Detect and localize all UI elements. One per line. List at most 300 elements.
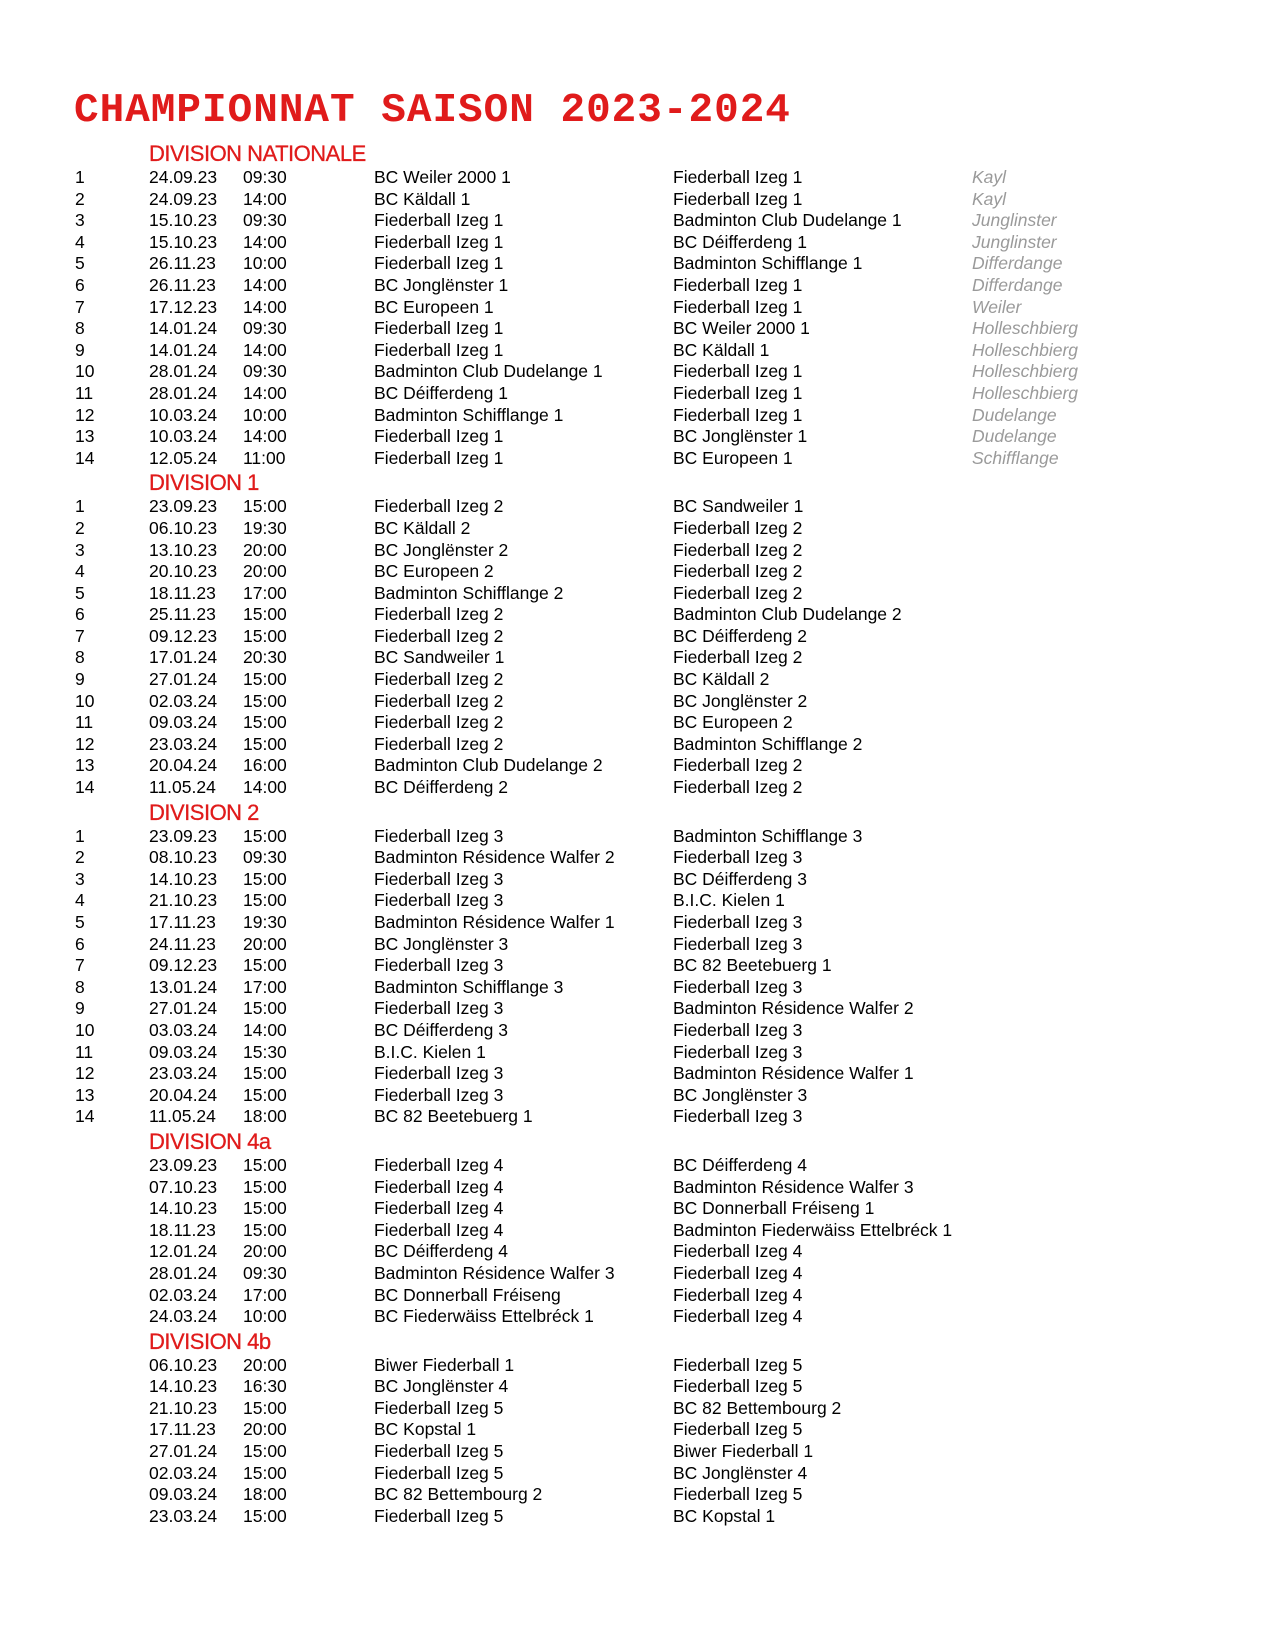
match-row xyxy=(0,189,1275,211)
match-number: 2 xyxy=(75,188,85,209)
match-row xyxy=(0,691,1275,713)
home-team: Fiederball Izeg 4 xyxy=(374,1176,504,1197)
match-time: 10:00 xyxy=(243,404,287,425)
match-row xyxy=(0,383,1275,405)
match-time: 15:00 xyxy=(243,825,287,846)
match-date: 07.10.23 xyxy=(149,1176,218,1197)
away-team: Fiederball Izeg 2 xyxy=(673,561,803,582)
match-date: 28.01.24 xyxy=(149,1262,218,1283)
home-team: Badminton Schifflange 1 xyxy=(374,404,564,425)
match-time: 15:00 xyxy=(243,496,287,517)
match-time: 15:00 xyxy=(243,1505,287,1526)
match-time: 15:30 xyxy=(243,1041,287,1062)
match-venue: Weiler xyxy=(972,296,1022,317)
match-date: 20.10.23 xyxy=(149,561,218,582)
home-team: Fiederball Izeg 3 xyxy=(374,825,504,846)
match-number: 13 xyxy=(75,755,95,776)
match-venue: Dudelange xyxy=(972,404,1057,425)
away-team: Badminton Schifflange 3 xyxy=(673,825,863,846)
match-time: 19:30 xyxy=(243,517,287,538)
home-team: Badminton Résidence Walfer 3 xyxy=(374,1262,615,1283)
away-team: BC Jonglënster 3 xyxy=(673,1084,808,1105)
match-row xyxy=(0,448,1275,470)
match-number: 11 xyxy=(75,712,94,733)
match-number: 13 xyxy=(75,426,95,447)
match-date: 21.10.23 xyxy=(149,890,218,911)
match-number: 5 xyxy=(75,253,85,274)
match-date: 02.03.24 xyxy=(149,690,218,711)
away-team: Fiederball Izeg 1 xyxy=(673,361,803,382)
home-team: BC Käldall 1 xyxy=(374,188,471,209)
match-date: 24.09.23 xyxy=(149,167,218,187)
home-team: BC 82 Bettembourg 2 xyxy=(374,1484,543,1505)
away-team: BC Kopstal 1 xyxy=(673,1505,776,1526)
match-date: 09.12.23 xyxy=(149,625,218,646)
match-row xyxy=(0,1376,1275,1398)
match-time: 15:00 xyxy=(243,625,287,646)
match-time: 15:00 xyxy=(243,1084,287,1105)
match-date: 27.01.24 xyxy=(149,998,218,1019)
match-time: 14:00 xyxy=(243,426,287,447)
match-date: 20.04.24 xyxy=(149,1084,218,1105)
match-row xyxy=(0,1042,1275,1064)
home-team: Fiederball Izeg 2 xyxy=(374,625,504,646)
match-row xyxy=(0,1355,1275,1377)
match-time: 20:00 xyxy=(243,933,287,954)
match-number: 7 xyxy=(75,625,85,646)
match-date: 24.11.23 xyxy=(149,933,216,954)
home-team: Fiederball Izeg 3 xyxy=(374,890,504,911)
home-team: BC Donnerball Fréiseng xyxy=(374,1284,561,1305)
match-time: 09:30 xyxy=(243,318,287,339)
match-row xyxy=(0,1441,1275,1463)
match-number: 3 xyxy=(75,210,85,231)
away-team: Fiederball Izeg 3 xyxy=(673,976,803,997)
match-date: 28.01.24 xyxy=(149,361,218,382)
match-number: 6 xyxy=(75,604,85,625)
match-venue: Holleschbierg xyxy=(972,318,1079,339)
home-team: BC Jonglënster 1 xyxy=(374,274,509,295)
match-row xyxy=(0,777,1275,799)
match-row xyxy=(0,1241,1275,1263)
match-date: 15.10.23 xyxy=(149,231,218,252)
match-time: 17:00 xyxy=(243,582,287,603)
away-team: BC Käldall 1 xyxy=(673,339,770,360)
match-time: 14:00 xyxy=(243,382,287,403)
match-time: 14:00 xyxy=(243,296,287,317)
division-heading: DIVISION 2 xyxy=(149,799,259,825)
match-date: 15.10.23 xyxy=(149,210,218,231)
away-team: Badminton Fiederwäiss Ettelbréck 1 xyxy=(673,1219,953,1240)
home-team: Fiederball Izeg 4 xyxy=(374,1198,504,1219)
match-number: 7 xyxy=(75,296,85,317)
match-row xyxy=(0,712,1275,734)
schedule xyxy=(0,140,1275,1527)
match-number: 8 xyxy=(75,647,85,668)
match-number: 3 xyxy=(75,868,85,889)
away-team: BC 82 Bettembourg 2 xyxy=(673,1397,842,1418)
match-row xyxy=(0,297,1275,319)
home-team: Fiederball Izeg 1 xyxy=(374,318,504,339)
match-date: 14.01.24 xyxy=(149,318,218,339)
match-row xyxy=(0,755,1275,777)
match-row xyxy=(0,1285,1275,1307)
match-date: 23.03.24 xyxy=(149,733,218,754)
match-date: 09.03.24 xyxy=(149,1041,218,1062)
match-number: 2 xyxy=(75,847,85,868)
match-row xyxy=(0,1506,1275,1528)
match-date: 14.10.23 xyxy=(149,1198,218,1219)
away-team: Badminton Résidence Walfer 2 xyxy=(673,998,914,1019)
match-date: 23.09.23 xyxy=(149,825,218,846)
match-number: 8 xyxy=(75,976,85,997)
home-team: BC Europeen 1 xyxy=(374,296,494,317)
match-number: 9 xyxy=(75,339,85,360)
match-number: 6 xyxy=(75,274,85,295)
match-row xyxy=(0,561,1275,583)
match-row xyxy=(0,1106,1275,1128)
away-team: Fiederball Izeg 3 xyxy=(673,912,803,932)
match-time: 14:00 xyxy=(243,339,287,360)
match-row xyxy=(0,869,1275,891)
away-team: BC Europeen 1 xyxy=(673,447,793,468)
home-team: Badminton Club Dudelange 2 xyxy=(374,755,603,776)
match-time: 15:00 xyxy=(243,669,287,690)
away-team: BC Déifferdeng 1 xyxy=(673,231,807,252)
match-date: 18.11.23 xyxy=(149,582,216,603)
match-time: 18:00 xyxy=(243,1106,287,1127)
match-row xyxy=(0,890,1275,912)
home-team: Fiederball Izeg 5 xyxy=(374,1397,504,1418)
away-team: Fiederball Izeg 3 xyxy=(673,1106,803,1127)
match-venue: Holleschbierg xyxy=(972,361,1079,382)
match-time: 20:00 xyxy=(243,561,287,582)
away-team: Fiederball Izeg 4 xyxy=(673,1262,803,1283)
match-venue: Dudelange xyxy=(972,426,1057,447)
match-time: 15:00 xyxy=(243,890,287,911)
match-row xyxy=(0,1155,1275,1177)
match-date: 18.11.23 xyxy=(149,1219,216,1240)
away-team: BC Déifferdeng 4 xyxy=(673,1154,807,1175)
away-team: BC Déifferdeng 2 xyxy=(673,625,807,646)
match-number: 2 xyxy=(75,517,85,538)
home-team: Fiederball Izeg 3 xyxy=(374,868,504,889)
home-team: Fiederball Izeg 1 xyxy=(374,253,504,274)
match-row xyxy=(0,405,1275,427)
away-team: BC Sandweiler 1 xyxy=(673,496,804,517)
away-team: Biwer Fiederball 1 xyxy=(673,1441,814,1462)
away-team: Badminton Résidence Walfer 3 xyxy=(673,1176,914,1197)
match-date: 02.03.24 xyxy=(149,1284,218,1305)
away-team: Fiederball Izeg 4 xyxy=(673,1241,803,1262)
match-date: 14.10.23 xyxy=(149,1376,218,1397)
away-team: B.I.C. Kielen 1 xyxy=(673,890,785,911)
match-time: 15:00 xyxy=(243,604,287,625)
home-team: Fiederball Izeg 5 xyxy=(374,1505,504,1526)
match-time: 20:30 xyxy=(243,647,287,668)
match-row xyxy=(0,734,1275,756)
match-number: 14 xyxy=(75,447,95,468)
match-number: 7 xyxy=(75,955,85,976)
match-time: 14:00 xyxy=(243,777,287,798)
home-team: Fiederball Izeg 2 xyxy=(374,712,504,733)
away-team: Fiederball Izeg 1 xyxy=(673,188,803,209)
page-title: CHAMPIONNAT SAISON 2023-2024 xyxy=(74,88,791,134)
home-team: Fiederball Izeg 5 xyxy=(374,1462,504,1483)
home-team: BC Kopstal 1 xyxy=(374,1419,477,1440)
away-team: BC Jonglënster 4 xyxy=(673,1462,808,1483)
division-heading: DIVISION 4b xyxy=(149,1328,271,1354)
match-row xyxy=(0,1063,1275,1085)
away-team: Fiederball Izeg 1 xyxy=(673,167,803,187)
away-team: Badminton Schifflange 1 xyxy=(673,253,863,274)
match-venue: Holleschbierg xyxy=(972,382,1079,403)
match-number: 12 xyxy=(75,1063,95,1084)
match-time: 15:00 xyxy=(243,998,287,1019)
home-team: Badminton Schifflange 2 xyxy=(374,582,564,603)
match-number: 9 xyxy=(75,998,85,1019)
match-row xyxy=(0,1484,1275,1506)
match-number: 6 xyxy=(75,933,85,954)
match-date: 09.03.24 xyxy=(149,712,218,733)
away-team: Fiederball Izeg 1 xyxy=(673,404,803,425)
match-date: 23.03.24 xyxy=(149,1063,218,1084)
match-date: 17.01.24 xyxy=(149,647,218,668)
match-row xyxy=(0,496,1275,518)
match-date: 28.01.24 xyxy=(149,382,218,403)
away-team: Fiederball Izeg 2 xyxy=(673,517,803,538)
away-team: Fiederball Izeg 4 xyxy=(673,1306,803,1327)
match-row xyxy=(0,253,1275,275)
match-time: 15:00 xyxy=(243,1063,287,1084)
match-number: 12 xyxy=(75,404,95,425)
home-team: Fiederball Izeg 4 xyxy=(374,1219,504,1240)
match-time: 10:00 xyxy=(243,1306,287,1327)
away-team: BC Donnerball Fréiseng 1 xyxy=(673,1198,875,1219)
match-time: 15:00 xyxy=(243,955,287,976)
home-team: BC Déifferdeng 4 xyxy=(374,1241,508,1262)
away-team: Badminton Club Dudelange 1 xyxy=(673,210,902,231)
match-number: 10 xyxy=(75,1019,95,1040)
match-date: 26.11.23 xyxy=(149,253,216,274)
away-team: Fiederball Izeg 2 xyxy=(673,539,803,560)
away-team: BC 82 Beetebuerg 1 xyxy=(673,955,832,976)
match-date: 09.03.24 xyxy=(149,1484,218,1505)
away-team: Fiederball Izeg 1 xyxy=(673,296,803,317)
match-row xyxy=(0,583,1275,605)
match-row xyxy=(0,912,1275,934)
home-team: Fiederball Izeg 2 xyxy=(374,690,504,711)
away-team: Fiederball Izeg 2 xyxy=(673,755,803,776)
match-date: 27.01.24 xyxy=(149,669,218,690)
match-row xyxy=(0,1463,1275,1485)
away-team: Fiederball Izeg 2 xyxy=(673,582,803,603)
away-team: Fiederball Izeg 3 xyxy=(673,847,803,868)
match-row xyxy=(0,847,1275,869)
home-team: Fiederball Izeg 1 xyxy=(374,426,504,447)
division-heading: DIVISION 4a xyxy=(149,1128,271,1154)
match-time: 15:00 xyxy=(243,1397,287,1418)
home-team: Fiederball Izeg 1 xyxy=(374,231,504,252)
match-time: 15:00 xyxy=(243,1219,287,1240)
home-team: Fiederball Izeg 2 xyxy=(374,496,504,517)
match-row xyxy=(0,210,1275,232)
home-team: Fiederball Izeg 3 xyxy=(374,998,504,1019)
home-team: BC Jonglënster 2 xyxy=(374,539,509,560)
match-time: 16:00 xyxy=(243,755,287,776)
match-row xyxy=(0,167,1275,189)
match-row xyxy=(0,1085,1275,1107)
match-number: 13 xyxy=(75,1084,95,1105)
match-row xyxy=(0,518,1275,540)
away-team: BC Jonglënster 1 xyxy=(673,426,808,447)
match-time: 20:00 xyxy=(243,1241,287,1262)
match-date: 10.03.24 xyxy=(149,426,218,447)
home-team: Fiederball Izeg 1 xyxy=(374,339,504,360)
match-time: 15:00 xyxy=(243,733,287,754)
match-time: 09:30 xyxy=(243,210,287,231)
home-team: Fiederball Izeg 2 xyxy=(374,733,504,754)
home-team: BC Jonglënster 3 xyxy=(374,933,509,954)
home-team: BC Sandweiler 1 xyxy=(374,647,505,668)
match-date: 17.12.23 xyxy=(149,296,218,317)
match-time: 19:30 xyxy=(243,912,287,932)
division-heading: DIVISION NATIONALE xyxy=(149,141,366,166)
match-number: 9 xyxy=(75,669,85,690)
match-row xyxy=(0,340,1275,362)
home-team: BC 82 Beetebuerg 1 xyxy=(374,1106,533,1127)
match-number: 11 xyxy=(75,382,94,403)
home-team: Badminton Club Dudelange 1 xyxy=(374,361,603,382)
match-date: 23.09.23 xyxy=(149,1154,218,1175)
match-row xyxy=(0,1198,1275,1220)
away-team: Fiederball Izeg 3 xyxy=(673,933,803,954)
match-number: 12 xyxy=(75,733,95,754)
match-number: 11 xyxy=(75,1041,94,1062)
away-team: BC Europeen 2 xyxy=(673,712,793,733)
match-number: 1 xyxy=(75,825,85,846)
match-date: 13.01.24 xyxy=(149,976,218,997)
match-row xyxy=(0,1419,1275,1441)
match-date: 27.01.24 xyxy=(149,1441,218,1462)
match-date: 13.10.23 xyxy=(149,539,218,560)
match-venue: Kayl xyxy=(972,167,1007,187)
match-row xyxy=(0,540,1275,562)
match-number: 10 xyxy=(75,361,95,382)
match-row xyxy=(0,604,1275,626)
match-time: 18:00 xyxy=(243,1484,287,1505)
match-date: 09.12.23 xyxy=(149,955,218,976)
match-date: 14.01.24 xyxy=(149,339,218,360)
match-date: 25.11.23 xyxy=(149,604,216,625)
match-date: 06.10.23 xyxy=(149,517,218,538)
home-team: Badminton Résidence Walfer 1 xyxy=(374,912,615,932)
away-team: Fiederball Izeg 5 xyxy=(673,1419,803,1440)
match-date: 12.05.24 xyxy=(149,447,218,468)
match-time: 20:00 xyxy=(243,1419,287,1440)
match-number: 4 xyxy=(75,890,85,911)
match-time: 15:00 xyxy=(243,712,287,733)
match-row xyxy=(0,626,1275,648)
match-number: 1 xyxy=(75,496,85,517)
home-team: Fiederball Izeg 1 xyxy=(374,447,504,468)
away-team: Fiederball Izeg 5 xyxy=(673,1484,803,1505)
match-time: 09:30 xyxy=(243,1262,287,1283)
home-team: Fiederball Izeg 2 xyxy=(374,604,504,625)
match-time: 15:00 xyxy=(243,1198,287,1219)
away-team: BC Käldall 2 xyxy=(673,669,770,690)
match-date: 02.03.24 xyxy=(149,1462,218,1483)
match-time: 15:00 xyxy=(243,1176,287,1197)
match-number: 14 xyxy=(75,1106,95,1127)
match-date: 23.03.24 xyxy=(149,1505,218,1526)
match-time: 14:00 xyxy=(243,274,287,295)
match-date: 20.04.24 xyxy=(149,755,218,776)
home-team: Badminton Résidence Walfer 2 xyxy=(374,847,615,868)
match-date: 10.03.24 xyxy=(149,404,218,425)
away-team: Fiederball Izeg 5 xyxy=(673,1354,803,1375)
match-venue: Junglinster xyxy=(972,210,1057,231)
match-number: 4 xyxy=(75,561,85,582)
match-date: 17.11.23 xyxy=(149,912,216,932)
home-team: Fiederball Izeg 5 xyxy=(374,1441,504,1462)
match-time: 17:00 xyxy=(243,1284,287,1305)
match-time: 11:00 xyxy=(243,447,286,468)
home-team: BC Déifferdeng 1 xyxy=(374,382,508,403)
home-team: BC Weiler 2000 1 xyxy=(374,167,511,187)
home-team: BC Jonglënster 4 xyxy=(374,1376,509,1397)
away-team: Fiederball Izeg 5 xyxy=(673,1376,803,1397)
away-team: Badminton Schifflange 2 xyxy=(673,733,863,754)
match-date: 14.10.23 xyxy=(149,868,218,889)
match-row xyxy=(0,426,1275,448)
match-number: 3 xyxy=(75,539,85,560)
home-team: Fiederball Izeg 3 xyxy=(374,955,504,976)
away-team: BC Déifferdeng 3 xyxy=(673,868,807,889)
home-team: B.I.C. Kielen 1 xyxy=(374,1041,486,1062)
match-time: 14:00 xyxy=(243,188,287,209)
match-row xyxy=(0,232,1275,254)
away-team: Fiederball Izeg 2 xyxy=(673,777,803,798)
home-team: Fiederball Izeg 1 xyxy=(374,210,504,231)
home-team: Biwer Fiederball 1 xyxy=(374,1354,515,1375)
match-date: 08.10.23 xyxy=(149,847,218,868)
match-venue: Junglinster xyxy=(972,231,1057,252)
home-team: BC Déifferdeng 2 xyxy=(374,777,508,798)
match-time: 20:00 xyxy=(243,539,287,560)
match-number: 10 xyxy=(75,690,95,711)
match-row xyxy=(0,1398,1275,1420)
match-number: 5 xyxy=(75,582,85,603)
home-team: Badminton Schifflange 3 xyxy=(374,976,564,997)
match-row xyxy=(0,1263,1275,1285)
match-time: 09:30 xyxy=(243,167,287,187)
match-time: 20:00 xyxy=(243,1354,287,1375)
home-team: BC Europeen 2 xyxy=(374,561,494,582)
match-row xyxy=(0,318,1275,340)
match-row xyxy=(0,977,1275,999)
match-row xyxy=(0,275,1275,297)
match-row xyxy=(0,1177,1275,1199)
match-time: 09:30 xyxy=(243,847,287,868)
match-date: 26.11.23 xyxy=(149,274,216,295)
away-team: BC Weiler 2000 1 xyxy=(673,318,810,339)
division-heading: DIVISION 1 xyxy=(149,470,259,496)
match-date: 17.11.23 xyxy=(149,1419,216,1440)
match-date: 03.03.24 xyxy=(149,1019,218,1040)
away-team: Fiederball Izeg 3 xyxy=(673,1019,803,1040)
match-number: 4 xyxy=(75,231,85,252)
